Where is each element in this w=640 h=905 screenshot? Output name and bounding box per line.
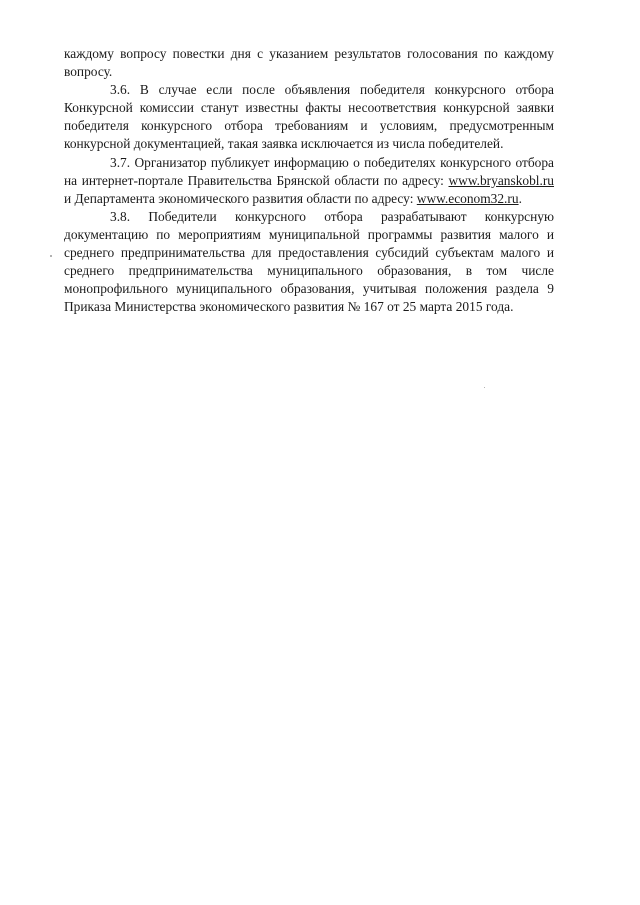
paragraph-text: Победители конкурсного отбора разрабатывают конкурсную документацию по мероприятиям муниципальной программы развития малого и среднего предпринимательства для предоставления субсидий субъектам малого и среднего предпринимательства муниципального образования, в том числе монопрофильного муниципального образования, учитывая положения раздела 9 Приказа Министерства экономического развития № 167 от 25 марта 2015 года. (64, 208, 554, 315)
scan-speck (50, 255, 52, 257)
scan-speck (484, 387, 485, 388)
paragraph-text-middle: и Департамента экономического развития области по адресу: (64, 190, 414, 206)
paragraph-3-6 (64, 81, 554, 153)
continuation-paragraph (64, 45, 554, 81)
paragraph-3-8 (64, 208, 554, 317)
paragraph-text-end: . (518, 190, 522, 206)
paragraph-number: 3.6. (110, 82, 131, 98)
paragraph-3-7 (64, 154, 554, 208)
bryanskobl-link[interactable]: www.bryanskobl.ru (448, 172, 554, 188)
paragraph-number: 3.7. (110, 154, 131, 170)
paragraph-number: 3.8. (110, 208, 131, 224)
econom32-link[interactable]: www.econom32.ru (416, 190, 519, 206)
continuation-text: каждому вопросу повестки дня с указанием результатов голосования по каждому вопросу. (64, 46, 554, 80)
document-body (64, 45, 554, 316)
paragraph-text: В случае если после объявления победителя конкурсного отбора Конкурсной комиссии станут известны факты несоответствия конкурсной заявки победителя конкурсного отбора требованиям и условиям, предусмотренным конкурсной документацией, такая заявка исключается из числа победителей. (64, 82, 554, 152)
paragraph-text: Организатор публикует информацию о победителях конкурсного отбора на интернет-портале Правительства Брянской области по адресу: (64, 154, 554, 188)
